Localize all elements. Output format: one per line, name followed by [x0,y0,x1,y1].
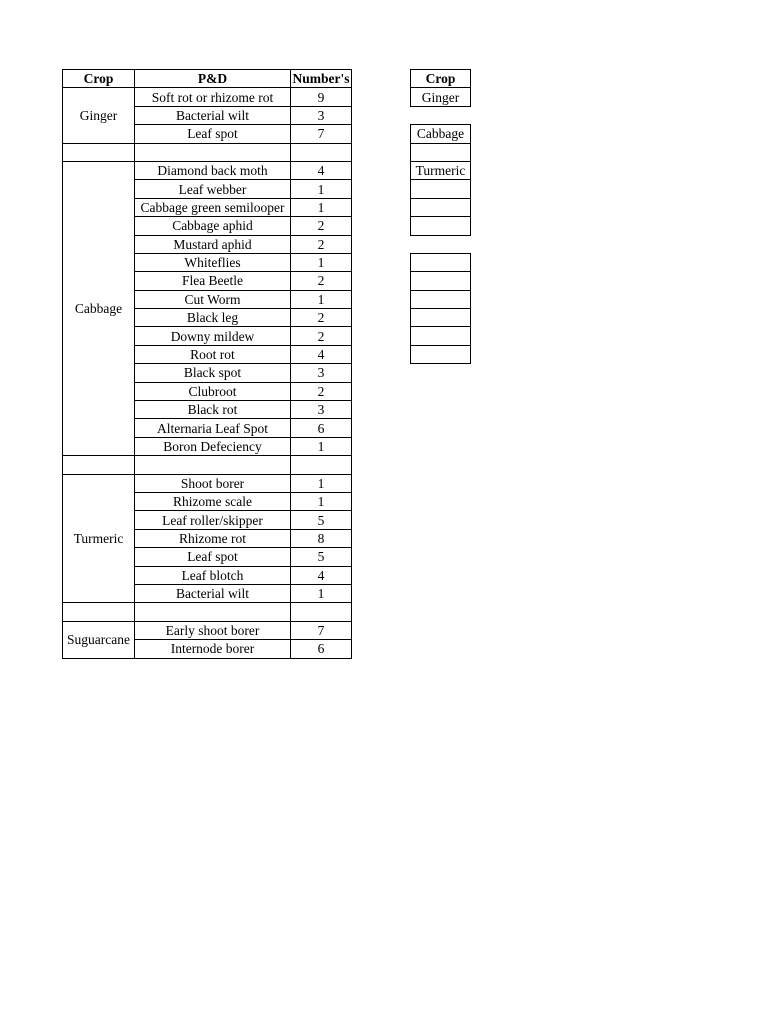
empty-cell [291,603,352,621]
pd-cell: Shoot borer [135,474,291,492]
number-cell: 3 [291,106,352,124]
side-empty-cell [411,290,471,308]
side-empty-cell [411,309,471,327]
empty-cell [135,603,291,621]
number-cell: 2 [291,235,352,253]
header-row [63,70,352,88]
side-empty-cell [411,217,471,235]
side-empty-cell [411,180,471,198]
number-cell: 6 [291,419,352,437]
pd-cell: Diamond back moth [135,161,291,179]
number-cell: 2 [291,382,352,400]
header-pd: P&D [135,70,291,88]
number-cell: 2 [291,217,352,235]
side-header-crop: Crop [411,70,471,88]
pd-cell: Cabbage green semilooper [135,198,291,216]
crop-cell: Ginger [63,88,135,143]
crop-cell: Suguarcane [63,621,135,658]
pd-cell: Black leg [135,309,291,327]
pd-cell: Rhizome scale [135,492,291,510]
separator-row [63,456,352,474]
number-cell: 1 [291,492,352,510]
side-empty-row [411,345,471,363]
side-crop-turmeric: Turmeric [411,161,471,179]
side-empty-cell [411,327,471,345]
empty-cell [291,143,352,161]
pd-cell: Cut Worm [135,290,291,308]
number-cell: 1 [291,437,352,455]
side-crop-ginger: Ginger [411,88,471,106]
number-cell: 3 [291,401,352,419]
empty-cell [291,456,352,474]
pd-cell: Leaf roller/skipper [135,511,291,529]
side-gap-row [411,106,471,124]
number-cell: 2 [291,309,352,327]
number-cell: 1 [291,253,352,271]
number-cell: 4 [291,566,352,584]
side-empty-row [411,327,471,345]
side-empty-row [411,217,471,235]
pd-cell: Whiteflies [135,253,291,271]
pd-cell: Bacterial wilt [135,106,291,124]
pd-cell: Clubroot [135,382,291,400]
header-numbers: Number's [292,71,350,87]
number-cell: 3 [291,364,352,382]
side-crop-cabbage: Cabbage [411,125,471,143]
table-row [63,88,352,106]
pd-cell: Root rot [135,345,291,363]
empty-cell [63,143,135,161]
empty-cell [63,603,135,621]
separator-row [63,143,352,161]
side-empty-cell [411,143,471,161]
pd-cell: Black rot [135,401,291,419]
number-cell: 6 [291,640,352,658]
side-gap-cell [411,235,471,253]
separator-row [63,603,352,621]
side-gap-cell [411,106,471,124]
empty-cell [135,456,291,474]
pd-cell: Leaf spot [135,548,291,566]
number-cell: 1 [291,584,352,602]
crop-cell: Cabbage [63,161,135,455]
number-cell: 7 [291,125,352,143]
number-cell: 1 [291,180,352,198]
table-row [63,161,352,179]
pd-cell: Bacterial wilt [135,584,291,602]
number-cell: 2 [291,272,352,290]
side-empty-cell [411,198,471,216]
number-cell: 1 [291,474,352,492]
pd-cell: Leaf spot [135,125,291,143]
side-header-row [411,70,471,88]
table-row [63,621,352,639]
pd-cell: Flea Beetle [135,272,291,290]
number-cell: 2 [291,327,352,345]
pd-cell: Rhizome rot [135,529,291,547]
number-cell: 1 [291,198,352,216]
pest-disease-table [62,69,352,659]
number-cell: 9 [291,88,352,106]
number-cell: 5 [291,548,352,566]
side-empty-cell [411,253,471,271]
side-empty-row [411,272,471,290]
pd-cell: Mustard aphid [135,235,291,253]
crop-summary-table [410,69,471,364]
number-cell: 7 [291,621,352,639]
table-row [63,474,352,492]
pd-cell: Cabbage aphid [135,217,291,235]
number-cell: 4 [291,345,352,363]
number-cell: 4 [291,161,352,179]
pd-cell: Leaf webber [135,180,291,198]
side-gap-row [411,235,471,253]
pd-cell: Boron Defeciency [135,437,291,455]
header-crop: Crop [63,70,135,88]
empty-cell [135,143,291,161]
pd-cell: Leaf blotch [135,566,291,584]
number-cell: 8 [291,529,352,547]
pest-disease-table-body [63,70,352,659]
pd-cell: Soft rot or rhizome rot [135,88,291,106]
side-empty-row [411,290,471,308]
crop-cell: Turmeric [63,474,135,603]
number-cell: 5 [291,511,352,529]
pd-cell: Black spot [135,364,291,382]
side-empty-row [411,309,471,327]
side-empty-cell [411,345,471,363]
pd-cell: Alternaria Leaf Spot [135,419,291,437]
number-cell: 1 [291,290,352,308]
side-empty-row [411,180,471,198]
pd-cell: Downy mildew [135,327,291,345]
pd-cell: Early shoot borer [135,621,291,639]
empty-cell [63,456,135,474]
side-empty-row [411,198,471,216]
side-empty-cell [411,272,471,290]
side-empty-row [411,143,471,161]
side-empty-row [411,253,471,271]
pd-cell: Internode borer [135,640,291,658]
